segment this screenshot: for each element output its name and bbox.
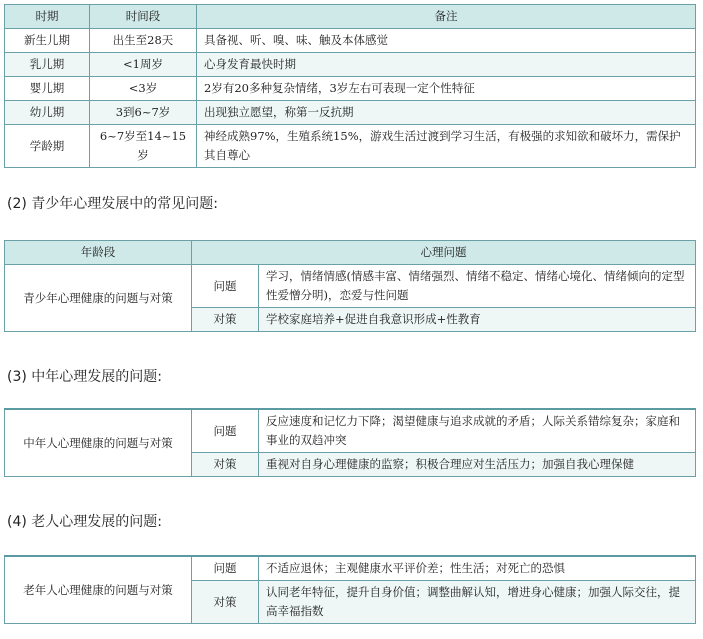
- remarks-cell: 出现独立愿望，称第一反抗期: [197, 101, 696, 125]
- section-heading-elderly: (4) 老人心理发展的问题:: [7, 514, 162, 530]
- content-cell: 学习，情绪情感(情感丰富、情绪强烈、情绪不稳定、情绪心境化、情绪倾向的定型性爱憎分明)，恋爱与性问题: [259, 265, 696, 308]
- remarks-cell: 神经成熟97%，生殖系统15%，游戏生活过渡到学习生活，有极强的求知欲和破坏力，需保护其自尊心: [197, 125, 696, 168]
- time-range-cell: <3岁: [90, 77, 197, 101]
- time-range-cell: 3到6~7岁: [90, 101, 197, 125]
- content-cell: 不适应退休；主观健康水平评价差；性生活；对死亡的恐惧: [259, 556, 696, 581]
- time-range-cell: <1周岁: [90, 53, 197, 77]
- table-row: [5, 53, 696, 77]
- header-period: 时期: [5, 5, 90, 29]
- content-cell: 认同老年特征，提升自身价值；调整曲解认知，增进身心健康；加强人际交往，提高幸福指数: [259, 581, 696, 624]
- content-cell: 反应速度和记忆力下降；渴望健康与追求成就的矛盾；人际关系错综复杂；家庭和事业的双趋冲突: [259, 409, 696, 453]
- period-cell: 幼儿期: [5, 101, 90, 125]
- group-label: 老年人心理健康的问题与对策: [5, 556, 192, 624]
- group-label: 中年人心理健康的问题与对策: [5, 409, 192, 477]
- row-type-cell: 问题: [192, 556, 259, 581]
- content-cell: 重视对自身心理健康的监察；积极合理应对生活压力；加强自我心理保健: [259, 453, 696, 477]
- period-cell: 新生儿期: [5, 29, 90, 53]
- table-row: [5, 29, 696, 53]
- content-cell: 学校家庭培养+促进自我意识形成+性教育: [259, 308, 696, 332]
- adolescent-table: [4, 240, 696, 332]
- middle-age-table: [4, 408, 696, 477]
- row-type-cell: 对策: [192, 581, 259, 624]
- table-row: [5, 125, 696, 168]
- period-table-header: [5, 5, 696, 29]
- period-cell: 乳儿期: [5, 53, 90, 77]
- adolescent-table-header: [5, 241, 696, 265]
- elderly-table: [4, 555, 696, 624]
- table-row: [5, 101, 696, 125]
- header-age-group: 年龄段: [5, 241, 192, 265]
- table-row: [5, 265, 696, 308]
- period-table: [4, 4, 696, 168]
- remarks-cell: 2岁有20多种复杂情绪，3岁左右可表现一定个性特征: [197, 77, 696, 101]
- period-cell: 学龄期: [5, 125, 90, 168]
- section-heading-adolescent: (2) 青少年心理发展中的常见问题:: [7, 196, 218, 212]
- group-label: 青少年心理健康的问题与对策: [5, 265, 192, 332]
- row-type-cell: 问题: [192, 409, 259, 453]
- row-type-cell: 对策: [192, 453, 259, 477]
- row-type-cell: 问题: [192, 265, 259, 308]
- row-type-cell: 对策: [192, 308, 259, 332]
- table-row: [5, 556, 696, 581]
- section-heading-middle-age: (3) 中年心理发展的问题:: [7, 369, 162, 385]
- table-row: [5, 409, 696, 453]
- header-time-range: 时间段: [90, 5, 197, 29]
- time-range-cell: 6~7岁至14~15岁: [90, 125, 197, 168]
- header-remarks: 备注: [197, 5, 696, 29]
- time-range-cell: 出生至28天: [90, 29, 197, 53]
- remarks-cell: 心身发育最快时期: [197, 53, 696, 77]
- table-row: [5, 77, 696, 101]
- period-cell: 婴儿期: [5, 77, 90, 101]
- header-psych-issues: 心理问题: [192, 241, 696, 265]
- remarks-cell: 具备视、听、嗅、味、触及本体感觉: [197, 29, 696, 53]
